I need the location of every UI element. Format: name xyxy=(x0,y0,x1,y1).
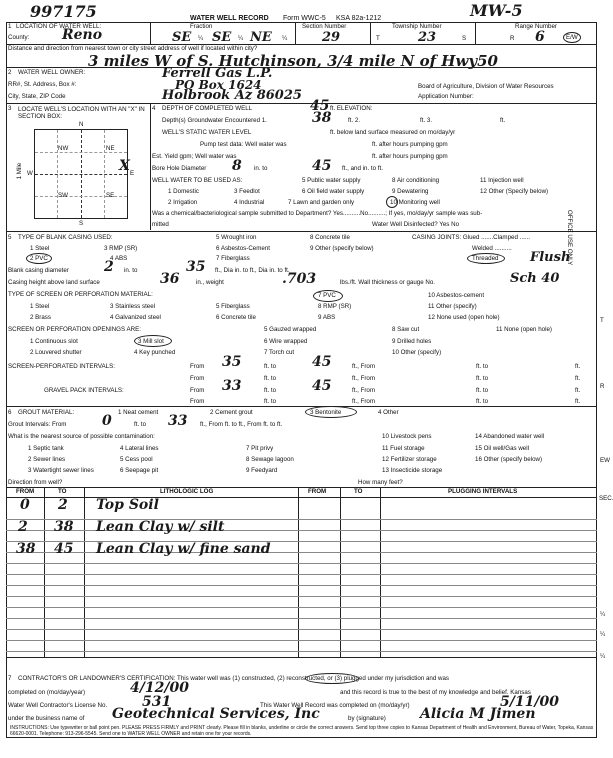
gravel-from-label-2: From xyxy=(190,398,205,405)
cert-completed-label: completed on (mo/day/year) xyxy=(8,689,86,696)
cert-record-label: This Water Well Record was completed on (mo/day/yr) xyxy=(260,702,410,709)
contam-15: 15 Oil well/Gas well xyxy=(475,445,529,452)
screen-1: 1 Steel xyxy=(30,303,50,310)
log-rule-line xyxy=(6,596,597,597)
grout-to: 33 xyxy=(168,413,188,429)
location-label: LOCATION OF WATER WELL: xyxy=(16,23,102,30)
sample-question: Was a chemical/bacteriological sample submitted to Department? Yes..........No..........; If yes, mo/day/yr sample was sub- xyxy=(152,210,483,217)
contam-6: 6 Seepage pit xyxy=(120,467,159,474)
gravel-ft-end: ft. xyxy=(575,387,581,394)
casing-weight: .703 xyxy=(282,271,317,287)
cert-record-date: 5/11/00 xyxy=(500,694,559,710)
screen-10: 10 Asbestos-cement xyxy=(428,292,485,299)
log-header-to: TO xyxy=(58,488,67,495)
yield-label: Est. Yield gpm; Well water was xyxy=(152,153,237,160)
township-number: 23 xyxy=(418,30,437,45)
perf-to-label: ft. to xyxy=(264,363,277,370)
box-s: S xyxy=(79,220,84,227)
grout-intervals-label: Grout Intervals: From xyxy=(8,421,67,428)
casing-8: 8 Concrete tile xyxy=(310,234,350,241)
groundwater-label: Depth(s) Groundwater Encountered 1. xyxy=(162,117,267,124)
office-use: OFFICE USE ONLY xyxy=(566,210,573,266)
contam-14: 14 Abandoned water well xyxy=(475,433,545,440)
bore-diameter: 8 xyxy=(232,158,242,174)
log-row-1-desc: Top Soil xyxy=(96,497,159,513)
cert-business-label: under the business name of xyxy=(8,715,85,722)
range-number: 6 xyxy=(535,29,545,45)
log-rule-line xyxy=(6,618,597,619)
gravel-ft-from: ft., From xyxy=(352,387,376,394)
gravel-to2: ft. to xyxy=(476,387,489,394)
log-header-to-2: TO xyxy=(354,488,363,495)
open-9: 9 Drilled holes xyxy=(392,338,432,345)
log-rule-line xyxy=(6,563,597,564)
form-title: WATER WELL RECORD xyxy=(190,15,269,22)
log-row-3-from: 38 xyxy=(16,541,36,557)
side-t: T xyxy=(600,317,604,324)
section-number: 29 xyxy=(322,30,341,45)
instructions: INSTRUCTIONS: Use typewriter or ball point pen. PLEASE PRESS FIRMLY and PRINT clearly. Please fill in blanks, underline or circle the correct answers. Send top three copies to Kansas Department of Health and Environment, Bureau of Water, Topeka, Kansas 66620-0001. Telephone: 913-296-5545. Send one to WATER WELL OWNER and retain one for your records. xyxy=(10,725,594,737)
screen-5: 5 Fiberglass xyxy=(216,303,250,310)
depth-completed: 45 xyxy=(310,98,330,114)
bore-label: Bore Hole Diameter xyxy=(152,165,207,172)
screen-11: 11 Other (specify) xyxy=(428,303,477,310)
casing-9: 9 Other (specify below) xyxy=(310,245,374,252)
box-nw: NW xyxy=(58,145,69,152)
log-rule-line xyxy=(6,541,597,542)
groundwater-ft3: ft. 3. xyxy=(420,117,433,124)
owner-address-label: RR#, St. Address, Box #: xyxy=(8,81,77,88)
disinfected: Water Well Disinfected? Yes No xyxy=(372,221,460,228)
perf-ft-end: ft. xyxy=(575,363,581,370)
open-5: 5 Gauzed wrapped xyxy=(264,326,317,333)
perf-ft-from: ft., From xyxy=(352,363,376,370)
use-10: 10 Monitoring well xyxy=(390,199,440,206)
grout-rest: ft., From ft. to ft., From ft. to ft. xyxy=(200,421,283,428)
owner-address: PO Box 1624 xyxy=(175,78,262,92)
contam-3: 3 Watertight sewer lines xyxy=(28,467,94,474)
log-row-2-to: 38 xyxy=(54,519,74,535)
pump-test-rest: ft. after hours pumping gpm xyxy=(372,141,448,148)
use-6: 6 Oil field water supply xyxy=(302,188,365,195)
log-rule-line xyxy=(6,585,597,586)
contam-5: 5 Cess pool xyxy=(120,456,153,463)
pump-test-label: Pump test data: Well water was xyxy=(200,141,287,148)
open-3: 3 Mill slot xyxy=(138,338,164,345)
open-8: 8 Saw cut xyxy=(392,326,420,333)
log-rule-line xyxy=(6,607,597,608)
range-ew: E/W xyxy=(566,34,578,41)
log-row-2-from: 2 xyxy=(18,519,28,535)
gravel-from: 33 xyxy=(222,378,242,394)
use-8: 8 Air conditioning xyxy=(392,177,440,184)
bore-rest: ft., and in. to ft. xyxy=(342,165,383,172)
casing-gauge: Sch 40 xyxy=(510,271,560,286)
perf-ft-end-2: ft. xyxy=(575,375,581,382)
use-5: 5 Public water supply xyxy=(302,177,361,184)
gravel-to-label: ft. to xyxy=(264,387,277,394)
gravel-to2-2: ft. to xyxy=(476,398,489,405)
form-code: Form WWC-5 xyxy=(283,15,326,22)
casing-4: 4 ABS xyxy=(110,255,128,262)
open-6: 6 Wire wrapped xyxy=(264,338,308,345)
gravel-from-label: From xyxy=(190,387,205,394)
box-w: W xyxy=(27,170,33,177)
perf-ft-from-2: ft., From xyxy=(352,375,376,382)
cert-business: Geotechnical Services, Inc xyxy=(112,706,320,722)
quarter-2: ¼ xyxy=(238,35,244,42)
section-6-number: 6 xyxy=(8,409,12,416)
box-ne: NE xyxy=(106,145,115,152)
how-many-label: How many feet? xyxy=(358,479,403,486)
side-sec: SEC. xyxy=(599,495,613,502)
perf-to: 45 xyxy=(312,354,332,370)
elevation-label: ft. ELEVATION: xyxy=(330,105,373,112)
well-x-mark: X xyxy=(119,158,130,174)
perf-to2-2: ft. to xyxy=(476,375,489,382)
distance-value: 3 miles W of S. Hutchinson, 3/4 mile N of Hwy50 xyxy=(88,52,498,70)
section-number-label: Section Number xyxy=(302,23,347,30)
log-rule-line xyxy=(6,552,597,553)
use-3: 3 Feedlot xyxy=(234,188,260,195)
cert-signature-label: by (signature) xyxy=(348,715,386,722)
log-row-3-to: 45 xyxy=(54,541,74,557)
bore-to: 45 xyxy=(312,158,332,174)
application-number: Application Number: xyxy=(418,93,474,100)
blank-diameter: 2 xyxy=(104,259,114,275)
cert-line-2b: and this record is true to the best of my knowledge and belief. Kansas xyxy=(340,689,531,696)
quarter-1: ¼ xyxy=(198,35,204,42)
casing-5: 5 Wrought iron xyxy=(216,234,257,241)
township-label: Township Number xyxy=(392,23,442,30)
static-level-rest: ft. below land surface measured on mo/day/yr xyxy=(330,129,456,136)
open-11: 11 None (open hole) xyxy=(496,326,552,333)
casing-weight-rest: lbs./ft. Wall thickness or gauge No. xyxy=(340,279,436,286)
section-4-number: 4 xyxy=(152,105,156,112)
log-row-1-to: 2 xyxy=(58,497,68,513)
side-q2: ¼ xyxy=(600,631,606,638)
cert-license-label: Water Well Contractor's License No. xyxy=(8,702,108,709)
side-ew: EW xyxy=(600,457,610,464)
cert-license: 531 xyxy=(142,694,172,710)
use-4: 4 Industrial xyxy=(234,199,265,206)
section-7-number: 7 xyxy=(8,675,12,682)
blank-in-to: in. to xyxy=(124,267,138,274)
perf-intervals-label: SCREEN-PERFORATED INTERVALS: xyxy=(8,363,115,370)
grout-2: 2 Cement grout xyxy=(210,409,253,416)
section-2-number: 2 xyxy=(8,69,12,76)
casing-height: 36 xyxy=(160,271,180,287)
log-rule-line xyxy=(6,519,597,520)
grout-from: 0 xyxy=(102,413,112,429)
sample-mitted: mitted xyxy=(152,221,169,228)
perf-to2: ft. to xyxy=(476,363,489,370)
contam-12: 12 Fertilizer storage xyxy=(382,456,437,463)
screen-8: 8 RMP (SR) xyxy=(318,303,352,310)
open-10: 10 Other (specify) xyxy=(392,349,442,356)
casing-joints: CASING JOINTS: Glued .......Clamped ...... xyxy=(412,234,530,241)
section-1-number: 1 xyxy=(8,23,12,30)
section-3-number: 3 xyxy=(8,105,12,112)
gravel-to-label-2: ft. to xyxy=(264,398,277,405)
owner-city: Holbrook Az 86025 xyxy=(162,88,302,103)
log-rule-line xyxy=(6,629,597,630)
blank-rest: ft., Dia in. to ft., Dia in. to ft. xyxy=(215,267,290,274)
use-label: WELL WATER TO BE USED AS: xyxy=(152,177,243,184)
grout-1: 1 Neat cement xyxy=(118,409,159,416)
depth-completed-label: DEPTH OF COMPLETED WELL xyxy=(162,105,253,112)
fraction-2: SE xyxy=(212,30,232,45)
casing-label: TYPE OF BLANK CASING USED: xyxy=(18,234,113,241)
gravel-intervals-label: GRAVEL PACK INTERVALS: xyxy=(44,387,124,394)
perf-from: 35 xyxy=(222,354,242,370)
log-row-3-desc: Lean Clay w/ fine sand xyxy=(96,541,271,557)
section-box-label: LOCATE WELL'S LOCATION WITH AN "X" IN SECTION BOX: xyxy=(18,106,145,121)
section-grid xyxy=(34,129,128,219)
township-s: S xyxy=(462,35,467,42)
open-7: 7 Torch cut xyxy=(264,349,295,356)
cert-completed-date: 4/12/00 xyxy=(130,680,189,696)
board-label: Board of Agriculture, Division of Water Resources xyxy=(418,83,554,90)
owner-name: Ferrell Gas L.P. xyxy=(162,66,273,81)
gravel-to: 45 xyxy=(312,378,332,394)
screen-4: 4 Galvanized steel xyxy=(110,314,161,321)
casing-flush: Flush xyxy=(530,250,571,265)
fraction-1: SE xyxy=(172,30,192,45)
box-sw: SW xyxy=(58,192,68,199)
box-e: E xyxy=(130,170,135,177)
form-number: 997175 xyxy=(30,2,97,21)
box-mile: 1 Mile xyxy=(16,162,24,180)
screen-2: 2 Brass xyxy=(30,314,51,321)
bore-in-to: in. to xyxy=(254,165,268,172)
range-r: R xyxy=(510,35,515,42)
log-rule-line xyxy=(6,530,597,531)
perf-from-label-2: From xyxy=(190,375,205,382)
contam-1: 1 Septic tank xyxy=(28,445,64,452)
range-label: Range Number xyxy=(515,23,557,30)
groundwater-ft-end: ft. xyxy=(500,117,506,124)
use-12: 12 Other (Specify below) xyxy=(480,188,549,195)
casing-1: 1 Steel xyxy=(30,245,50,252)
log-rule-line xyxy=(6,651,597,652)
blank-casing-label: Blank casing diameter xyxy=(8,267,69,274)
ksa-ref: KSA 82a-1212 xyxy=(336,15,382,22)
grout-3: 3 Bentonite xyxy=(310,409,342,416)
screen-label: TYPE OF SCREEN OR PERFORATION MATERIAL: xyxy=(8,291,153,298)
contam-8: 8 Sewage lagoon xyxy=(246,456,294,463)
use-9: 9 Dewatering xyxy=(392,188,429,195)
gravel-ft-from-2: ft., From xyxy=(352,398,376,405)
grout-4: 4 Other xyxy=(378,409,399,416)
contam-9: 9 Feedyard xyxy=(246,467,278,474)
contam-16: 16 Other (specify below) xyxy=(475,456,543,463)
well-id: MW-5 xyxy=(470,1,523,20)
quarter-3: ¼ xyxy=(282,35,288,42)
use-2: 2 Irrigation xyxy=(168,199,198,206)
grout-label: GROUT MATERIAL: xyxy=(18,409,75,416)
open-4: 4 Key punched xyxy=(134,349,176,356)
contam-11: 11 Fuel storage xyxy=(382,445,425,452)
log-row-1-from: 0 xyxy=(20,497,30,513)
blank-to: 35 xyxy=(186,259,206,275)
log-header-from: FROM xyxy=(16,488,35,495)
township-t: T xyxy=(376,35,380,42)
contam-2: 2 Sewer lines xyxy=(28,456,66,463)
screen-12: 12 None used (open hole) xyxy=(428,314,500,321)
contam-10: 10 Livestock pens xyxy=(382,433,432,440)
open-1: 1 Continuous slot xyxy=(30,338,78,345)
gravel-ft-end-2: ft. xyxy=(575,398,581,405)
casing-3: 3 RMP (SR) xyxy=(104,245,138,252)
cert-line-1: CONTRACTOR'S OR LANDOWNER'S CERTIFICATION: This water well was (1) constructed, (2) reconstructed, or (3) plugged under my jurisdiction and was xyxy=(18,675,450,682)
log-header-lithology: LITHOLOGIC LOG xyxy=(160,488,214,495)
side-q1: ¼ xyxy=(600,611,606,618)
county-label: County: xyxy=(8,34,30,41)
casing-welded: Welded .......... xyxy=(472,245,512,252)
groundwater-depth: 38 xyxy=(312,110,332,126)
yield-rest: ft. after hours pumping gpm xyxy=(372,153,448,160)
casing-6: 6 Asbestos-Cement xyxy=(216,245,270,252)
contam-13: 13 Insecticide storage xyxy=(382,467,443,474)
perf-from-label: From xyxy=(190,363,205,370)
contam-4: 4 Lateral lines xyxy=(120,445,159,452)
casing-height-label: Casing height above land surface xyxy=(8,279,100,286)
use-1: 1 Domestic xyxy=(168,188,199,195)
use-7: 7 Lawn and garden only xyxy=(288,199,355,206)
side-q3: ¼ xyxy=(600,653,606,660)
casing-7: 7 Fiberglass xyxy=(216,255,250,262)
use-11: 11 Injection well xyxy=(480,177,524,184)
static-level-label: WELL'S STATIC WATER LEVEL xyxy=(162,129,252,136)
county-value: Reno xyxy=(62,27,103,43)
fraction-3: NE xyxy=(250,30,272,45)
log-rule-line xyxy=(6,574,597,575)
contam-7: 7 Pit privy xyxy=(246,445,274,452)
fraction-label: Fraction xyxy=(190,23,213,30)
owner-label: WATER WELL OWNER: xyxy=(18,69,86,76)
box-n: N xyxy=(79,121,84,128)
box-se: SE xyxy=(106,192,115,199)
log-header-from-2: FROM xyxy=(308,488,327,495)
screen-3: 3 Stainless steel xyxy=(110,303,156,310)
casing-2: 2 PVC xyxy=(30,255,48,262)
section-5-number: 5 xyxy=(8,234,12,241)
casing-weight-label: in., weight xyxy=(196,279,224,286)
direction-label: Direction from well? xyxy=(8,479,63,486)
side-r: R xyxy=(600,383,605,390)
open-2: 2 Louvered shutter xyxy=(30,349,82,356)
grout-to-label: ft. to xyxy=(134,421,147,428)
openings-label: SCREEN OR PERFORATION OPENINGS ARE: xyxy=(8,326,141,333)
log-rule-line xyxy=(6,640,597,641)
screen-9: 9 ABS xyxy=(318,314,336,321)
screen-7: 7 PVC xyxy=(318,292,336,299)
perf-to-label-2: ft. to xyxy=(264,375,277,382)
screen-6: 6 Concrete tile xyxy=(216,314,256,321)
log-header-plugging: PLUGGING INTERVALS xyxy=(448,488,518,495)
contamination-label: What is the nearest source of possible contamination: xyxy=(8,433,155,440)
cert-signature: Alicia M Jimen xyxy=(420,706,536,722)
groundwater-ft2: ft. 2. xyxy=(348,117,361,124)
casing-threaded: Threaded xyxy=(472,255,499,262)
log-row-2-desc: Lean Clay w/ silt xyxy=(96,519,225,535)
distance-label: Distance and direction from nearest town or city street address of well if located within city? xyxy=(8,45,258,52)
owner-city-label: City, State, ZIP Code xyxy=(8,93,66,100)
